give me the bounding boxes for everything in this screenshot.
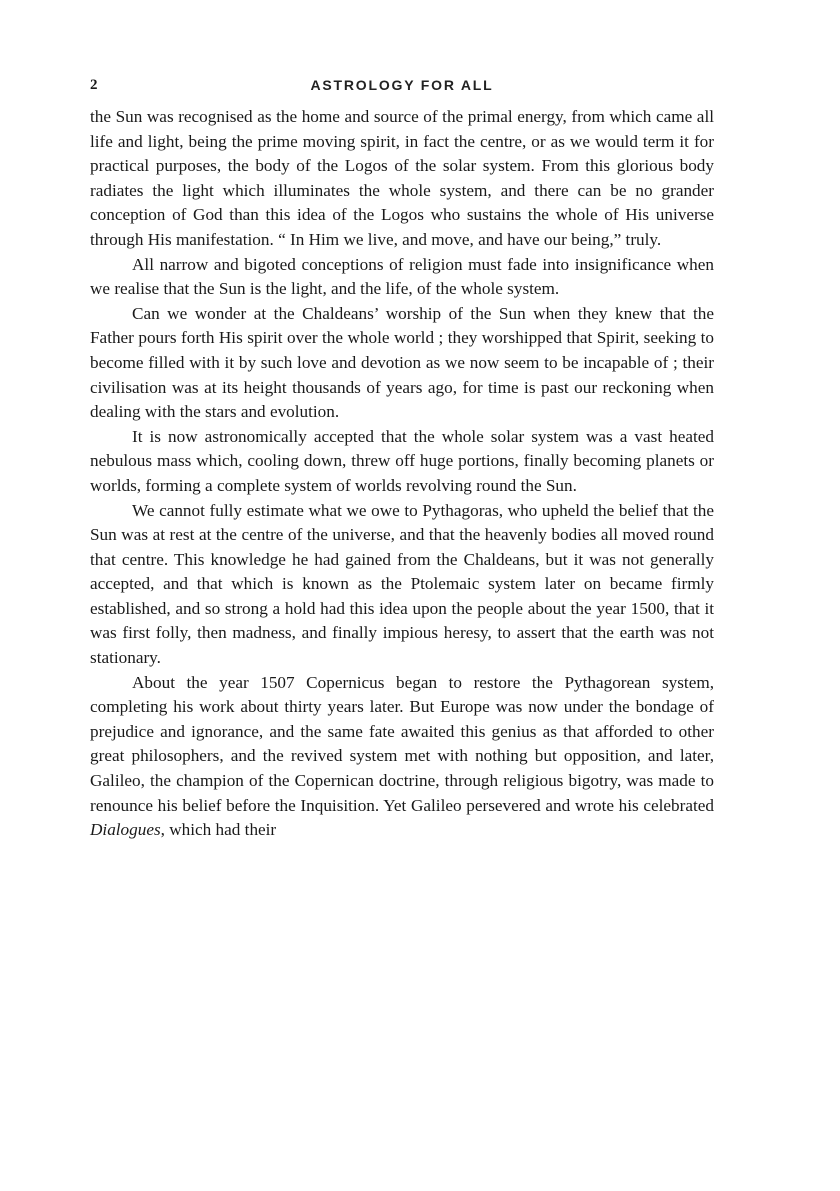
running-head	[90, 70, 714, 100]
dialogues-title: Dialogues	[90, 820, 161, 840]
running-title: ASTROLOGY FOR ALL	[310, 77, 494, 93]
book-page	[90, 70, 714, 843]
paragraph-narrow-conceptions: All narrow and bigoted conceptions of religion must fade into insignificance when we realise that the Sun is the light, and the life, of the whole system.	[90, 254, 714, 299]
paragraph-chaldeans: Can we wonder at the Chaldeans’ worship of the Sun when they knew that the Father pours forth His spirit over the whole world ; they worshipped that Spirit, seeking to become filled with it by such love and devotion as we now seem to be incapable of ; their civilisation was at its height thousands of years ago, for time is past our reckoning when dealing with the stars and evolution.	[90, 303, 714, 422]
paragraph-copernicus	[90, 671, 714, 843]
paragraph-pythagoras: We cannot fully estimate what we owe to Pythagoras, who upheld the belief that the Sun was at rest at the centre of the universe, and that the heavenly bodies all moved round that centre. This knowledge he had gained from the Chaldeans, but it was not generally accepted, and that which is known as the Ptolemaic system later on became firmly established, and so strong a hold had this idea upon the people about the year 1500, that it was first folly, then madness, and finally impious heresy, to assert that the earth was not stationary.	[90, 500, 714, 668]
paragraph-sun-logos: the Sun was recognised as the home and source of the primal energy, from which came all life and light, being the prime moving spirit, in fact the centre, or as we would term it for practical purposes, the body of the Logos of the solar system. From this glorious body radiates the light which illuminates the whole system, and there can be no grander conception of God than this idea of the Logos who sustains the whole of His universe through His manifestation. “ In Him we live, and move, and have our being,” truly.	[90, 107, 714, 249]
paragraph-nebulous-mass: It is now astronomically accepted that the whole solar system was a vast heated nebulous mass which, cooling down, threw off huge portions, finally becoming planets or worlds, forming a complete system of worlds revolving round the Sun.	[90, 426, 714, 495]
copernicus-text-before: About the year 1507 Copernicus began to restore the Pythagorean system, completing his work about thirty years later. But Europe was now under the bondage of prejudice and ignorance, and the same fate awaited this genius as that afforded to other great philosophers, and the revived system met with nothing but opposition, and later, Galileo, the champion of the Copernican doctrine, through religious bigotry, was made to renounce his belief before the Inquisition. Yet Galileo persevered and wrote his celebrated	[90, 672, 714, 815]
page-number: 2	[90, 77, 98, 93]
body-text	[90, 105, 714, 843]
copernicus-text-after: , which had their	[160, 820, 277, 840]
